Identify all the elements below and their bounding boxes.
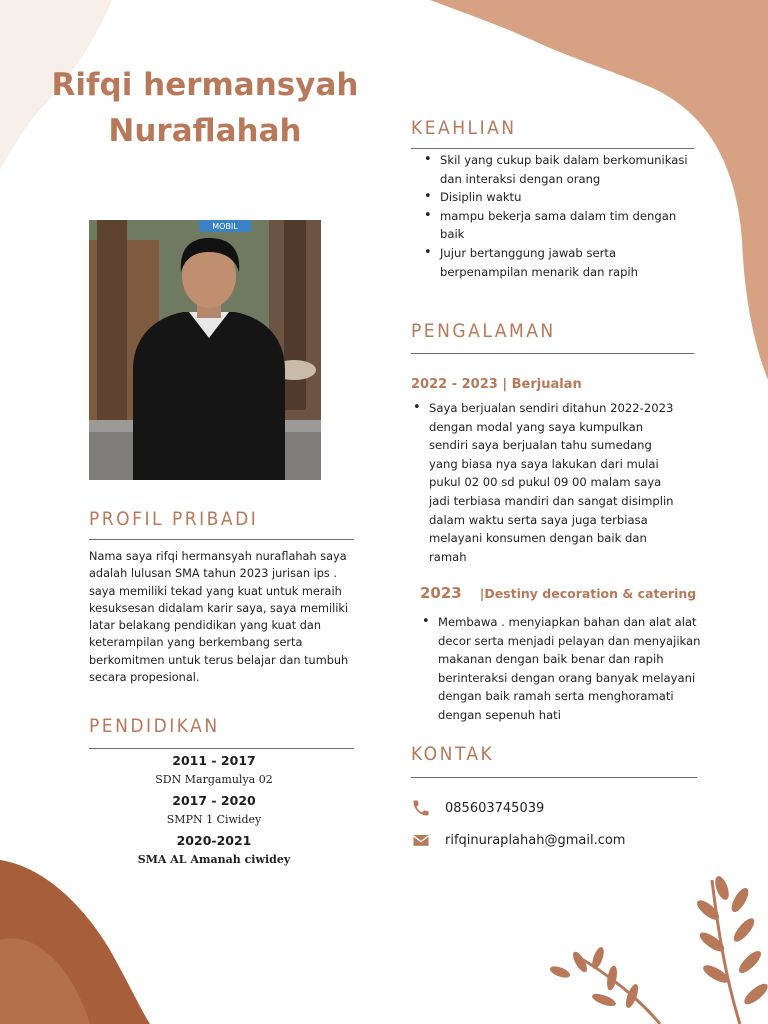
skill-item: • Jujur bertanggung jawab serta berpenampilan menarik dan rapih <box>422 244 692 281</box>
contact-phone[interactable] <box>411 798 544 818</box>
experience-item: • Saya berjualan sendiri ditahun 2022-2023 dengan modal yang saya kumpulkan sendiri saya berjualan tahu sumedang yang biasa nya saya lakukan dari mulai pukul 02 00 sd pukul 09 00 malam saya jadi terbiasa mandiri dan sangat disimplin dalam waktu serta saya juga terbiasa melayani konsumen dengan baik dan ramah <box>411 399 681 566</box>
profil-heading: PROFIL PRIBADI <box>89 508 259 530</box>
leaf-branch-right <box>695 875 768 1024</box>
page-title <box>20 62 390 154</box>
contact-email[interactable] <box>411 830 625 850</box>
education-years: 2011 - 2017 <box>172 753 256 768</box>
skill-item: • Disiplin waktu <box>422 188 692 207</box>
education-school: SMA AL Amanah ciwidey <box>137 853 291 866</box>
phone-number: 085603745039 <box>445 800 545 816</box>
education-list <box>89 752 339 872</box>
experience-place: |Destiny decoration & catering <box>479 586 697 601</box>
keahlian-heading: KEAHLIAN <box>411 117 517 139</box>
experience-list <box>420 613 710 725</box>
keahlian-divider <box>411 148 694 149</box>
education-school: SDN Margamulya 02 <box>155 773 273 786</box>
education-years: 2020-2021 <box>176 833 252 848</box>
sign-text: MOBIL <box>212 222 238 231</box>
profil-text: Nama saya rifqi hermansyah nuraflahah saya adalah lulusan SMA tahun 2023 jurisan ips . saya memiliki tekad yang kuat untuk meraih kesuksesan didalam karir saya, saya memiliki latar belakang pendidikan yang kuat dan keterampilan yang berkembang serta berkomitmen untuk terus belajar dan tumbuh secara propesional. <box>89 550 349 685</box>
skills-list <box>422 151 692 281</box>
profil-divider <box>89 539 354 540</box>
skill-item: • Skil yang cukup baik dalam berkomunikasi dan interaksi dengan orang <box>422 151 692 188</box>
email-address: rifqinuraplahah@gmail.com <box>445 832 626 848</box>
experience-year: 2023 <box>420 584 462 602</box>
phone-icon <box>411 798 431 818</box>
education-years: 2017 - 2020 <box>172 793 256 808</box>
pendidikan-heading: PENDIDIKAN <box>89 715 220 737</box>
experience-list <box>411 399 681 566</box>
experience-heading <box>420 584 696 602</box>
pengalaman-divider <box>411 353 694 354</box>
name-line-2: Nuraflahah <box>108 113 302 149</box>
pengalaman-heading: PENGALAMAN <box>411 320 556 342</box>
pendidikan-divider <box>89 748 354 749</box>
kontak-divider <box>411 777 697 778</box>
mail-icon <box>411 830 431 850</box>
experience-heading: 2022 - 2023 | Berjualan <box>411 377 582 392</box>
kontak-heading: KONTAK <box>411 743 495 765</box>
name-line-1: Rifqi hermansyah <box>51 67 359 103</box>
leaf-branch-left <box>549 946 660 1024</box>
skill-item: • mampu bekerja sama dalam tim dengan baik <box>422 207 692 244</box>
experience-item: • Membawa . menyiapkan bahan dan alat alat decor serta menjadi pelayan dan menyajikan makanan dengan baik benar dan rapih berinteraksi dengan orang banyak melayani dengan baik ramah serta menghoramati dengan sepenuh hati <box>420 613 710 725</box>
education-school: SMPN 1 Ciwidey <box>166 813 262 826</box>
profile-photo <box>89 220 321 480</box>
